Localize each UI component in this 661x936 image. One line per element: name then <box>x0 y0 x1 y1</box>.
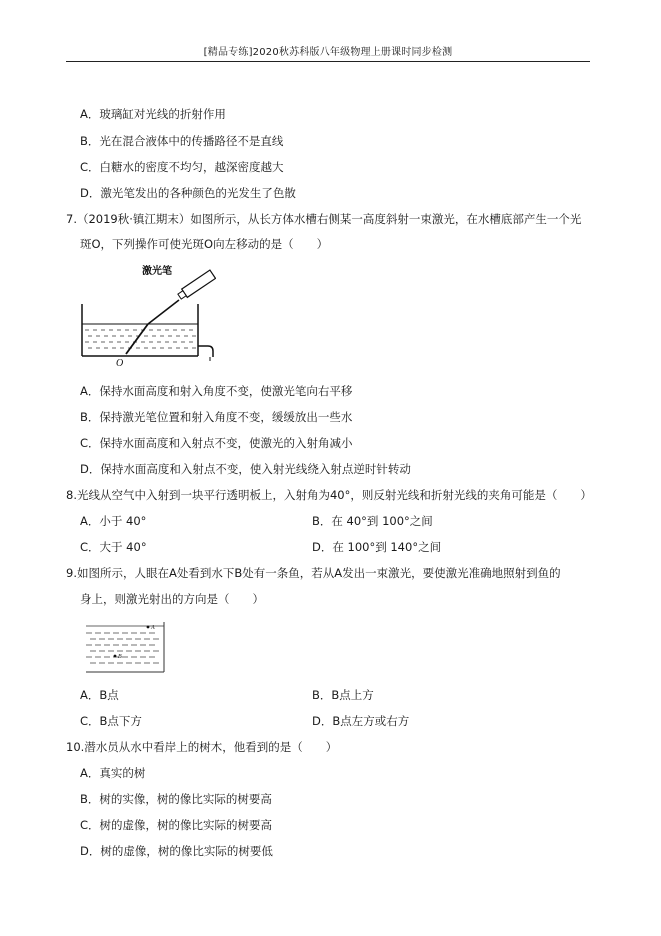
point-a-label: A <box>151 625 155 631</box>
point-a-dot <box>147 626 150 629</box>
laser-pen <box>177 270 216 301</box>
q7-stem-line2: 斑O，下列操作可使光斑O向左移动的是（ ） <box>80 237 329 251</box>
header-title: [精品专练]2020秋苏科版八年级物理上册课时同步检测 <box>203 47 453 58</box>
spot-o-label: O <box>116 358 124 368</box>
q8-stem: 8.光线从空气中入射到一块平行透明板上，入射角为40°，则反射光线和折射光线的夹角可能是（ ） <box>66 488 592 502</box>
water-hatching <box>85 330 196 348</box>
q8-option-c: C．大于 40° <box>80 540 147 554</box>
q6-option-d: D．激光笔发出的各种颜色的光发生了色散 <box>80 186 296 200</box>
q10-option-b: B．树的实像，树的像比实际的树要高 <box>80 792 272 806</box>
q10-option-c: C．树的虚像，树的像比实际的树要高 <box>80 818 273 832</box>
water-lines <box>86 633 159 663</box>
q9-option-d: D．B点左方或右方 <box>312 714 410 728</box>
q10-option-d: D．树的虚像，树的像比实际的树要低 <box>80 844 273 858</box>
q7-option-c: C．保持水面高度和入射点不变，使激光的入射角减小 <box>80 436 353 450</box>
laser-beam-air <box>148 300 179 324</box>
q6-option-a: A．玻璃缸对光线的折射作用 <box>80 107 226 121</box>
q9-stem-line1: 9.如图所示，人眼在A处看到水下B处有一条鱼，若从A发出一束激光，要使激光准确地照射到鱼的 <box>66 566 561 580</box>
q6-option-c: C．白糖水的密度不均匀，越深密度越大 <box>80 160 284 174</box>
header-divider <box>66 61 590 62</box>
q7-figure-water-tank <box>76 262 216 368</box>
laser-beam-water <box>126 324 148 354</box>
q9-option-a: A．B点 <box>80 688 119 702</box>
q7-option-d: D．保持水面高度和入射点不变，使入射光线绕入射点逆时针转动 <box>80 462 411 476</box>
laser-pen-label: 激光笔 <box>142 266 172 277</box>
q10-stem: 10.潜水员从水中看岸上的树木，他看到的是（ ） <box>66 740 338 754</box>
q8-option-a: A．小于 40° <box>80 514 147 528</box>
q6-option-b: B．光在混合液体中的传播路径不是直线 <box>80 134 284 148</box>
point-b-label: B <box>118 654 122 660</box>
q7-option-b: B．保持激光笔位置和射入角度不变，缓缓放出一些水 <box>80 410 353 424</box>
q8-option-b: B．在 40°到 100°之间 <box>312 514 433 528</box>
drain-tap <box>198 346 213 357</box>
q9-option-b: B．B点上方 <box>312 688 374 702</box>
q7-stem-line1: 7.（2019秋·镇江期末）如图所示，从长方体水槽右侧某一高度斜射一束激光，在水槽底部产生一个光 <box>66 212 582 226</box>
q9-figure-fish-water <box>82 618 168 674</box>
q8-option-d: D．在 100°到 140°之间 <box>312 540 442 554</box>
q10-option-a: A．真实的树 <box>80 766 146 780</box>
q9-option-c: C．B点下方 <box>80 714 142 728</box>
q9-stem-line2: 身上，则激光射出的方向是（ ） <box>80 592 264 606</box>
point-b-dot <box>114 655 117 658</box>
q7-option-a: A．保持水面高度和射入角度不变，使激光笔向右平移 <box>80 384 353 398</box>
